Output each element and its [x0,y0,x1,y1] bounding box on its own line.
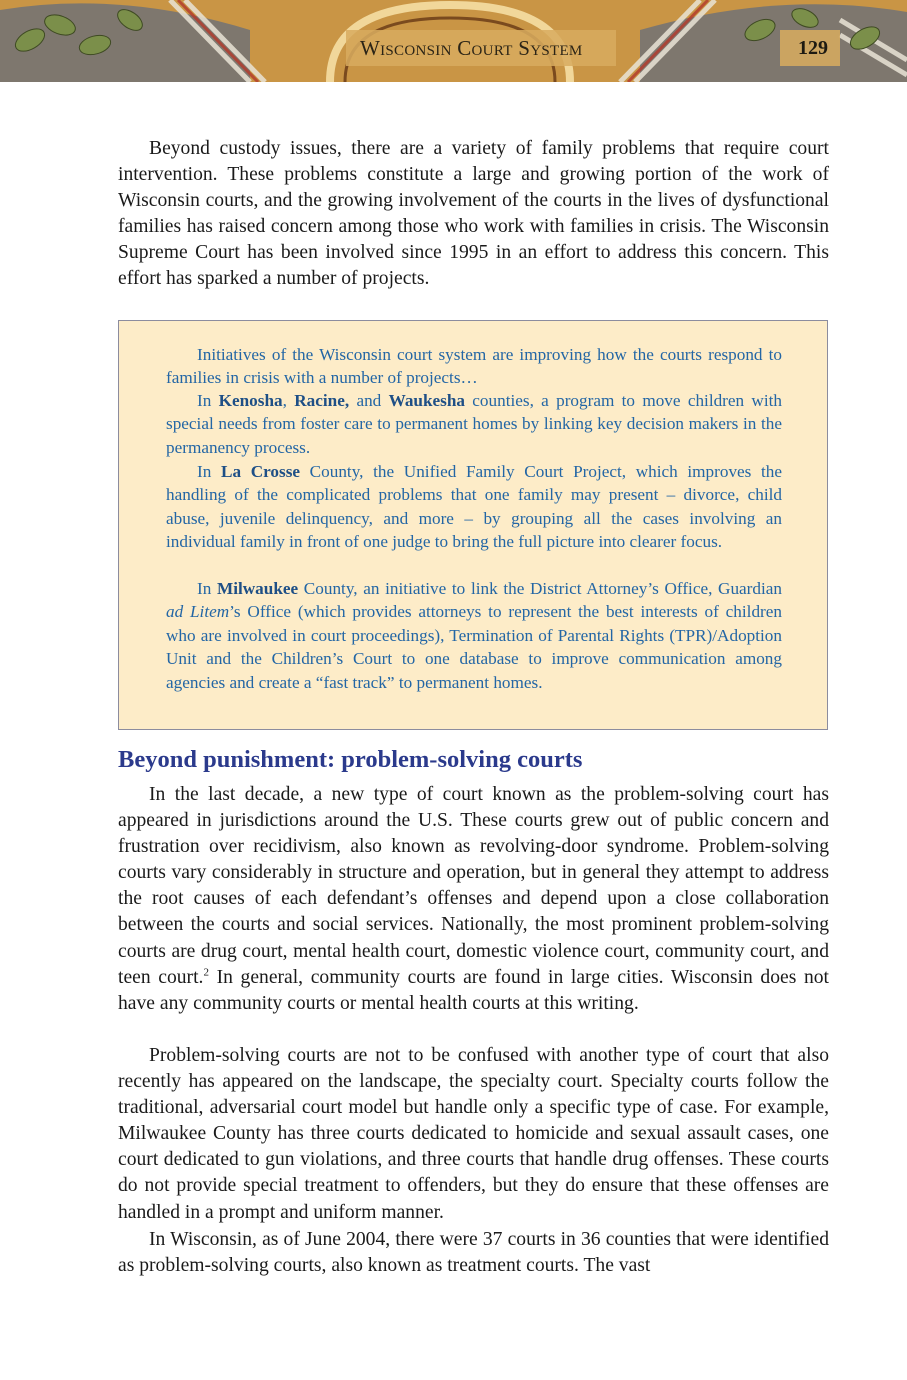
initiatives-callout-box [118,320,828,730]
section-paragraph-1-text-a: In the last decade, a new type of court known as the problem-solving court has appeared in jurisdictions around the U.S. These courts grew out of public concern and frustration over recidivism, also known as revolving-door syndrome. Problem-solving courts vary considerably in structure and operation, but in general they attempt to address the root causes of each defendant’s offenses and depend upon a close collaboration between the courts and social services. Nationally, the most prominent problem-solving courts are drug court, mental health court, domestic violence court, community court, and teen court. [118,784,829,988]
intro-text: Beyond custody issues, there are a variety of family problems that require court intervention. These problems constitute a large and growing portion of the work of Wisconsin courts, and the growing involvement of the courts in the lives of dysfunctional families has raised concern among those who work with families in crisis. The Wisconsin Supreme Court has been involved since 1995 in an effort to address this concern. This effort has sparked a number of projects. [118,138,829,290]
section-paragraph-1-text-b: In general, community courts are found in large cities. Wisconsin does not have any community courts or mental health courts at this writing. [118,966,829,1014]
callout-item2-text: County, the Unified Family Court Project, which improves the handling of the complicated problems that one family may present – divorce, child abuse, juvenile delinquency, and more – by grouping all the cases involving an individual family in front of one judge to bring the full picture into clearer focus. [166,462,783,552]
callout-lead [166,343,782,390]
county-milwaukee: Milwaukee [216,579,299,598]
callout-item1-sep2: and [349,391,389,410]
county-kenosha: Kenosha [218,391,283,410]
callout-item-la-crosse [166,460,782,554]
section-paragraph-3 [118,1227,829,1279]
callout-item1-prefix: In [197,391,219,410]
callout-item2-prefix: In [197,462,221,481]
section-heading: Beyond punishment: problem-solving courts [118,746,583,773]
callout-item3-text-b: ’s Office (which provides attorneys to represent the best interests of children who are involved in court proceedings), Termination of Parental Rights (TPR)/Adoption Unit and the Children’s Court to one database to improve communication among agencies and create a “fast track” to permanent homes. [166,602,782,692]
section-paragraph-2-text: Problem-solving courts are not to be confused with another type of court that also recently has appeared on the landscape, the specialty court. Specialty courts follow the traditional, adversarial court model but handle only a specific type of case. For example, Milwaukee County has three courts dedicated to homicide and sexual assault cases, one court dedicated to gun violations, and three courts that handle drug offenses. These courts do not provide special treatment to offenders, but they do ensure that these offenses are handled in a prompt and uniform manner. [118,1045,829,1223]
intro-paragraph [118,136,829,293]
footnote-reference: 2 [203,966,209,979]
callout-item3-prefix: In [197,579,217,598]
callout-item1-sep1: , [282,391,295,410]
section-paragraph-1 [118,782,829,1017]
callout-item3-italic: ad Litem [166,602,230,622]
callout-item1-text: counties, a program to move children with special needs from foster care to permanent homes by linking key decision makers in the permanency process. [166,391,782,457]
running-header-title: Wisconsin Court System [360,36,583,60]
section-paragraph-3-text: In Wisconsin, as of June 2004, there were 37 courts in 36 counties that were identified as problem-solving courts, also known as treatment courts. The vast [118,1229,829,1277]
callout-item-kenosha [166,389,782,459]
callout-item-milwaukee [166,577,782,694]
callout-item3-text-a: County, an initiative to link the District Attorney’s Office, Guardian [298,579,782,598]
county-waukesha: Waukesha [388,391,465,410]
county-racine: Racine, [294,391,350,410]
callout-lead-text: Initiatives of the Wisconsin court system are improving how the courts respond to families in crisis with a number of projects… [166,345,782,388]
county-la-crosse: La Crosse [220,462,301,481]
section-paragraph-2 [118,1043,829,1226]
header-banner [0,0,907,82]
page-number: 129 [798,37,828,59]
